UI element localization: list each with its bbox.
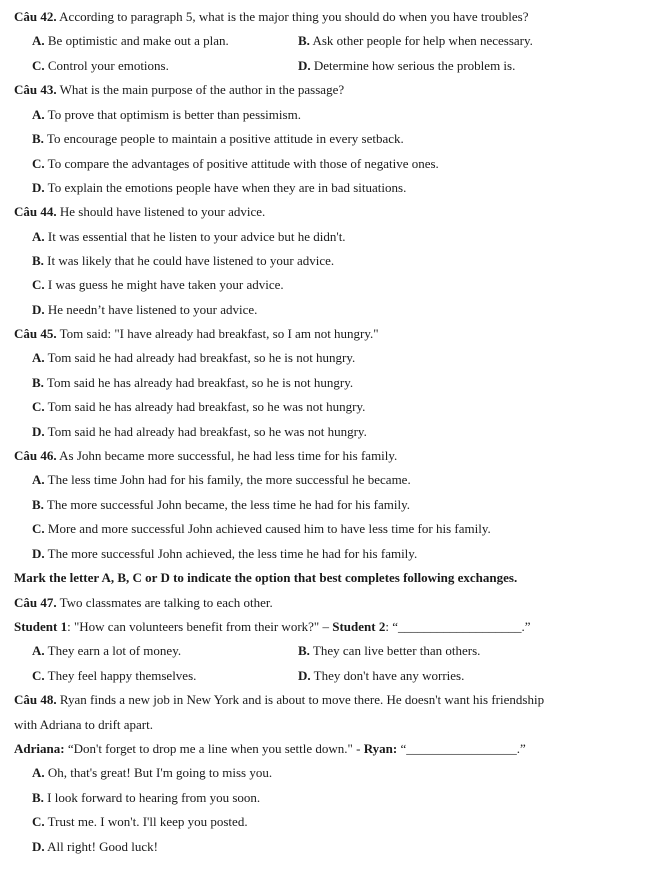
option-text: Determine how serious the problem is. bbox=[310, 58, 516, 73]
question-number: Câu 42. bbox=[14, 9, 57, 24]
speaker-label: Student 2 bbox=[332, 619, 386, 634]
option-a[interactable] bbox=[32, 33, 229, 49]
question-text: Tom said: "I have already had breakfast, so I am not hungry." bbox=[56, 326, 379, 341]
dialogue-line bbox=[14, 619, 531, 635]
option-a[interactable] bbox=[32, 765, 272, 781]
option-letter: B. bbox=[32, 131, 44, 146]
option-text: It was likely that he could have listened to your advice. bbox=[43, 253, 335, 268]
dialogue-text: “ bbox=[397, 741, 407, 756]
option-b[interactable] bbox=[32, 790, 260, 806]
option-d[interactable] bbox=[32, 302, 257, 318]
option-b[interactable] bbox=[298, 33, 533, 49]
option-text: More and more successful John achieved caused him to have less time for his family. bbox=[44, 521, 491, 536]
question-text: He should have listened to your advice. bbox=[56, 204, 266, 219]
dialogue-line bbox=[14, 741, 526, 757]
option-text: I look forward to hearing from you soon. bbox=[43, 790, 261, 805]
option-letter: C. bbox=[32, 814, 45, 829]
option-letter: B. bbox=[32, 253, 44, 268]
question-number: Câu 47. bbox=[14, 595, 57, 610]
option-c[interactable] bbox=[32, 814, 248, 830]
option-text: He needn’t have listened to your advice. bbox=[44, 302, 258, 317]
question-text: According to paragraph 5, what is the major thing you should do when you have troubles? bbox=[56, 9, 529, 24]
section-instruction bbox=[14, 570, 517, 586]
instruction-text: Mark the letter A, B, C or D to indicate the option that best completes following exchanges. bbox=[14, 570, 518, 585]
option-text: The more successful John became, the less time he had for his family. bbox=[43, 497, 410, 512]
option-b[interactable] bbox=[298, 643, 480, 659]
option-c[interactable] bbox=[32, 399, 365, 415]
question-text: with Adriana to drift apart. bbox=[14, 717, 153, 732]
option-letter: C. bbox=[32, 399, 45, 414]
option-letter: B. bbox=[32, 497, 44, 512]
option-d[interactable] bbox=[298, 58, 515, 74]
speaker-label: Ryan: bbox=[363, 741, 398, 756]
question-number: Câu 45. bbox=[14, 326, 57, 341]
option-a[interactable] bbox=[32, 472, 411, 488]
question-47 bbox=[14, 595, 273, 611]
option-c[interactable] bbox=[32, 58, 169, 74]
option-d[interactable] bbox=[32, 424, 367, 440]
option-d[interactable] bbox=[298, 668, 464, 684]
option-text: Control your emotions. bbox=[44, 58, 169, 73]
option-letter: D. bbox=[32, 839, 45, 854]
question-46 bbox=[14, 448, 397, 464]
option-a[interactable] bbox=[32, 107, 301, 123]
option-text: To explain the emotions people have when they are in bad situations. bbox=[44, 180, 407, 195]
option-letter: A. bbox=[32, 765, 45, 780]
option-text: All right! Good luck! bbox=[44, 839, 159, 854]
option-letter: D. bbox=[32, 302, 45, 317]
option-letter: B. bbox=[32, 790, 44, 805]
option-b[interactable] bbox=[32, 497, 410, 513]
dialogue-text: : "How can volunteers benefit from their work?" – bbox=[67, 619, 333, 634]
option-text: Tom said he had already had breakfast, so he was not hungry. bbox=[44, 424, 367, 439]
option-text: To prove that optimism is better than pessimism. bbox=[44, 107, 301, 122]
option-c[interactable] bbox=[32, 277, 284, 293]
option-b[interactable] bbox=[32, 131, 404, 147]
option-d[interactable] bbox=[32, 546, 417, 562]
option-letter: D. bbox=[298, 668, 311, 683]
speaker-label: Student 1 bbox=[14, 619, 68, 634]
option-text: Ask other people for help when necessary. bbox=[309, 33, 533, 48]
dialogue-text: .” bbox=[521, 619, 531, 634]
option-letter: A. bbox=[32, 643, 45, 658]
option-text: The less time John had for his family, the more successful he became. bbox=[44, 472, 411, 487]
option-text: They earn a lot of money. bbox=[44, 643, 182, 658]
dialogue-text: .” bbox=[516, 741, 526, 756]
question-text: As John became more successful, he had less time for his family. bbox=[56, 448, 398, 463]
option-letter: C. bbox=[32, 277, 45, 292]
option-letter: A. bbox=[32, 472, 45, 487]
option-letter: A. bbox=[32, 229, 45, 244]
question-44 bbox=[14, 204, 265, 220]
option-letter: B. bbox=[298, 33, 310, 48]
option-text: To compare the advantages of positive attitude with those of negative ones. bbox=[44, 156, 439, 171]
option-text: They feel happy themselves. bbox=[44, 668, 197, 683]
option-text: Tom said he has already had breakfast, so he was not hungry. bbox=[44, 399, 366, 414]
question-number: Câu 48. bbox=[14, 692, 57, 707]
option-text: I was guess he might have taken your advice. bbox=[44, 277, 284, 292]
option-letter: A. bbox=[32, 107, 45, 122]
question-text: What is the main purpose of the author in the passage? bbox=[56, 82, 345, 97]
option-c[interactable] bbox=[32, 521, 491, 537]
option-letter: D. bbox=[32, 546, 45, 561]
option-b[interactable] bbox=[32, 375, 353, 391]
option-a[interactable] bbox=[32, 643, 181, 659]
question-48-continued bbox=[14, 717, 153, 733]
option-b[interactable] bbox=[32, 253, 334, 269]
option-text: Tom said he has already had breakfast, so he is not hungry. bbox=[43, 375, 354, 390]
option-text: Be optimistic and make out a plan. bbox=[44, 33, 229, 48]
option-letter: B. bbox=[32, 375, 44, 390]
question-45 bbox=[14, 326, 379, 342]
option-text: To encourage people to maintain a positive attitude in every setback. bbox=[43, 131, 404, 146]
question-42 bbox=[14, 9, 529, 25]
answer-blank[interactable]: ___________________ bbox=[397, 619, 522, 634]
question-number: Câu 43. bbox=[14, 82, 57, 97]
option-letter: C. bbox=[32, 521, 45, 536]
question-text: Two classmates are talking to each other. bbox=[56, 595, 273, 610]
question-text: Ryan finds a new job in New York and is about to move there. He doesn't want his friendship bbox=[56, 692, 545, 707]
option-letter: A. bbox=[32, 350, 45, 365]
option-text: They don't have any worries. bbox=[310, 668, 465, 683]
option-c[interactable] bbox=[32, 668, 196, 684]
option-letter: D. bbox=[32, 180, 45, 195]
question-43 bbox=[14, 82, 344, 98]
question-number: Câu 44. bbox=[14, 204, 57, 219]
question-number: Câu 46. bbox=[14, 448, 57, 463]
option-letter: C. bbox=[32, 156, 45, 171]
speaker-label: Adriana: bbox=[14, 741, 65, 756]
option-d[interactable] bbox=[32, 839, 158, 855]
option-c[interactable] bbox=[32, 156, 439, 172]
option-letter: C. bbox=[32, 668, 45, 683]
option-text: Tom said he had already had breakfast, so he is not hungry. bbox=[44, 350, 356, 365]
option-text: It was essential that he listen to your advice but he didn't. bbox=[44, 229, 346, 244]
option-text: Trust me. I won't. I'll keep you posted. bbox=[44, 814, 248, 829]
option-text: They can live better than others. bbox=[309, 643, 481, 658]
option-letter: A. bbox=[32, 33, 45, 48]
answer-blank[interactable]: _________________ bbox=[406, 741, 517, 756]
option-letter: D. bbox=[298, 58, 311, 73]
option-a[interactable] bbox=[32, 350, 355, 366]
dialogue-text: “Don't forget to drop me a line when you settle down." - bbox=[64, 741, 364, 756]
option-text: Oh, that's great! But I'm going to miss you. bbox=[44, 765, 273, 780]
option-letter: B. bbox=[298, 643, 310, 658]
option-d[interactable] bbox=[32, 180, 406, 196]
option-a[interactable] bbox=[32, 229, 346, 245]
option-letter: D. bbox=[32, 424, 45, 439]
question-48 bbox=[14, 692, 544, 708]
option-text: The more successful John achieved, the less time he had for his family. bbox=[44, 546, 418, 561]
option-letter: C. bbox=[32, 58, 45, 73]
dialogue-text: : “ bbox=[385, 619, 398, 634]
